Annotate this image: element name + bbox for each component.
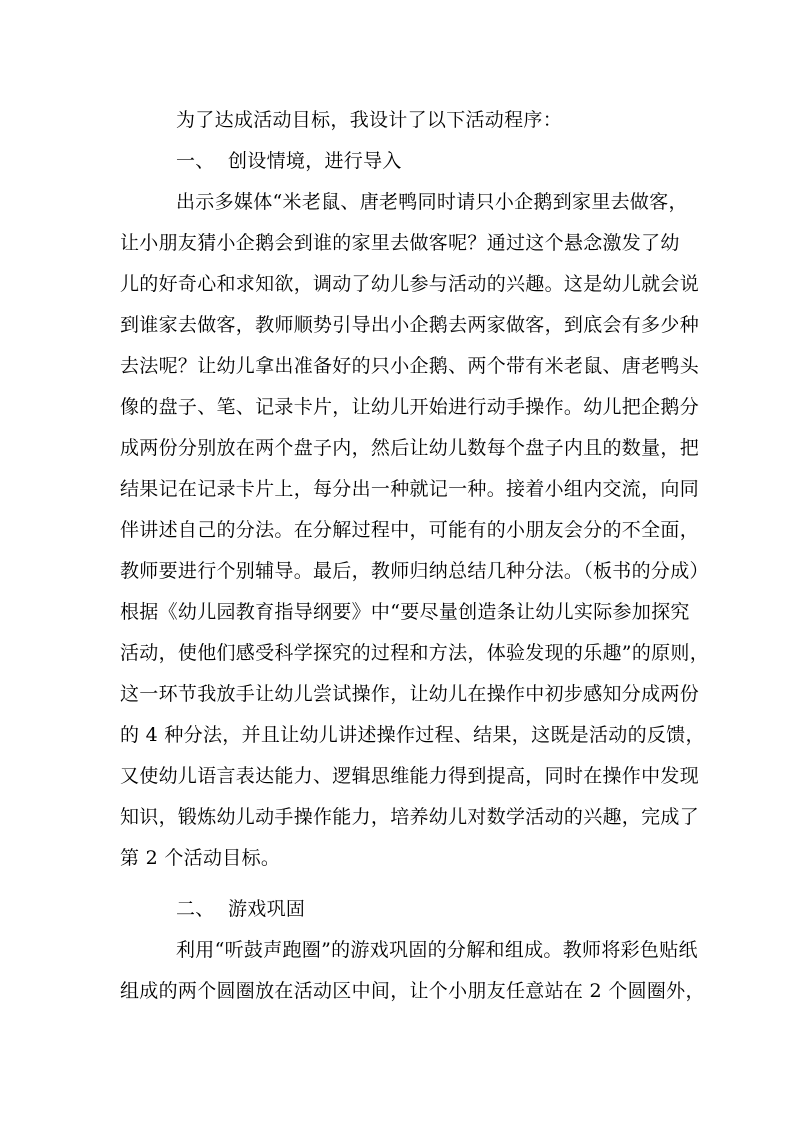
paragraph-line: 利用“听鼓声跑圈”的游戏巩固的分解和组成。教师将彩色贴纸 bbox=[176, 939, 698, 961]
paragraph-line: 到谁家去做客，教师顺势引导出小企鹅去两家做客，到底会有多少种 bbox=[120, 314, 700, 336]
paragraph-line: 根据《幼儿园教育指导纲要》中“要尽量创造条让幼儿实际参加探究 bbox=[120, 601, 690, 623]
section-2-number: 二、 bbox=[176, 898, 215, 920]
paragraph-line: 组成的两个圆圈放在活动区中间，让个小朋友任意站在 2 个圆圈外， bbox=[120, 980, 705, 1002]
paragraph-line: 活动，使他们感受科学探究的过程和方法，体验发现的乐趣”的原则， bbox=[120, 642, 710, 664]
paragraph-line: 结果记在记录卡片上，每分出一种就记一种。接着小组内交流，向同 bbox=[120, 478, 700, 500]
paragraph-line: 的 4 种分法，并且让幼儿讲述操作过程、结果，这既是活动的反馈， bbox=[120, 724, 705, 746]
paragraph-line: 教师要进行个别辅导。最后，教师归纳总结几种分法。（板书的分成） bbox=[120, 560, 709, 582]
paragraph-line: 这一环节我放手让幼儿尝试操作，让幼儿在操作中初步感知分成两份 bbox=[120, 683, 700, 705]
paragraph-line: 儿的好奇心和求知欲，调动了幼儿参与活动的兴趣。这是幼儿就会说 bbox=[120, 273, 700, 295]
paragraph-line: 去法呢？让幼儿拿出准备好的只小企鹅、两个带有米老鼠、唐老鸭头 bbox=[120, 355, 700, 377]
paragraph-line: 伴讲述自己的分法。在分解过程中，可能有的小朋友会分的不全面， bbox=[120, 519, 700, 541]
section-2-heading bbox=[176, 897, 736, 921]
paragraph-line: 第 2 个活动目标。 bbox=[120, 847, 281, 869]
section-1-heading bbox=[176, 149, 736, 173]
section-1-title: 创设情境，进行导入 bbox=[228, 150, 402, 172]
paragraph-line: 让小朋友猜小企鹅会到谁的家里去做客呢？通过这个悬念激发了幼 bbox=[120, 232, 680, 254]
intro-paragraph: 为了达成活动目标，我设计了以下活动程序： bbox=[176, 109, 563, 131]
paragraph-line: 成两份分别放在两个盘子内，然后让幼儿数每个盘子内且的数量，把 bbox=[120, 437, 700, 459]
paragraph-line: 又使幼儿语言表达能力、逻辑思维能力得到提高，同时在操作中发现 bbox=[120, 765, 700, 787]
paragraph-line: 知识，锻炼幼儿动手操作能力，培养幼儿对数学活动的兴趣，完成了 bbox=[120, 806, 700, 828]
paragraph-line: 出示多媒体“米老鼠、唐老鸭同时请只小企鹅到家里去做客， bbox=[176, 191, 688, 213]
paragraph-line: 像的盘子、笔、记录卡片，让幼儿开始进行动手操作。幼儿把企鹅分 bbox=[120, 396, 700, 418]
section-1-number: 一、 bbox=[176, 150, 215, 172]
section-2-title: 游戏巩固 bbox=[228, 898, 306, 920]
